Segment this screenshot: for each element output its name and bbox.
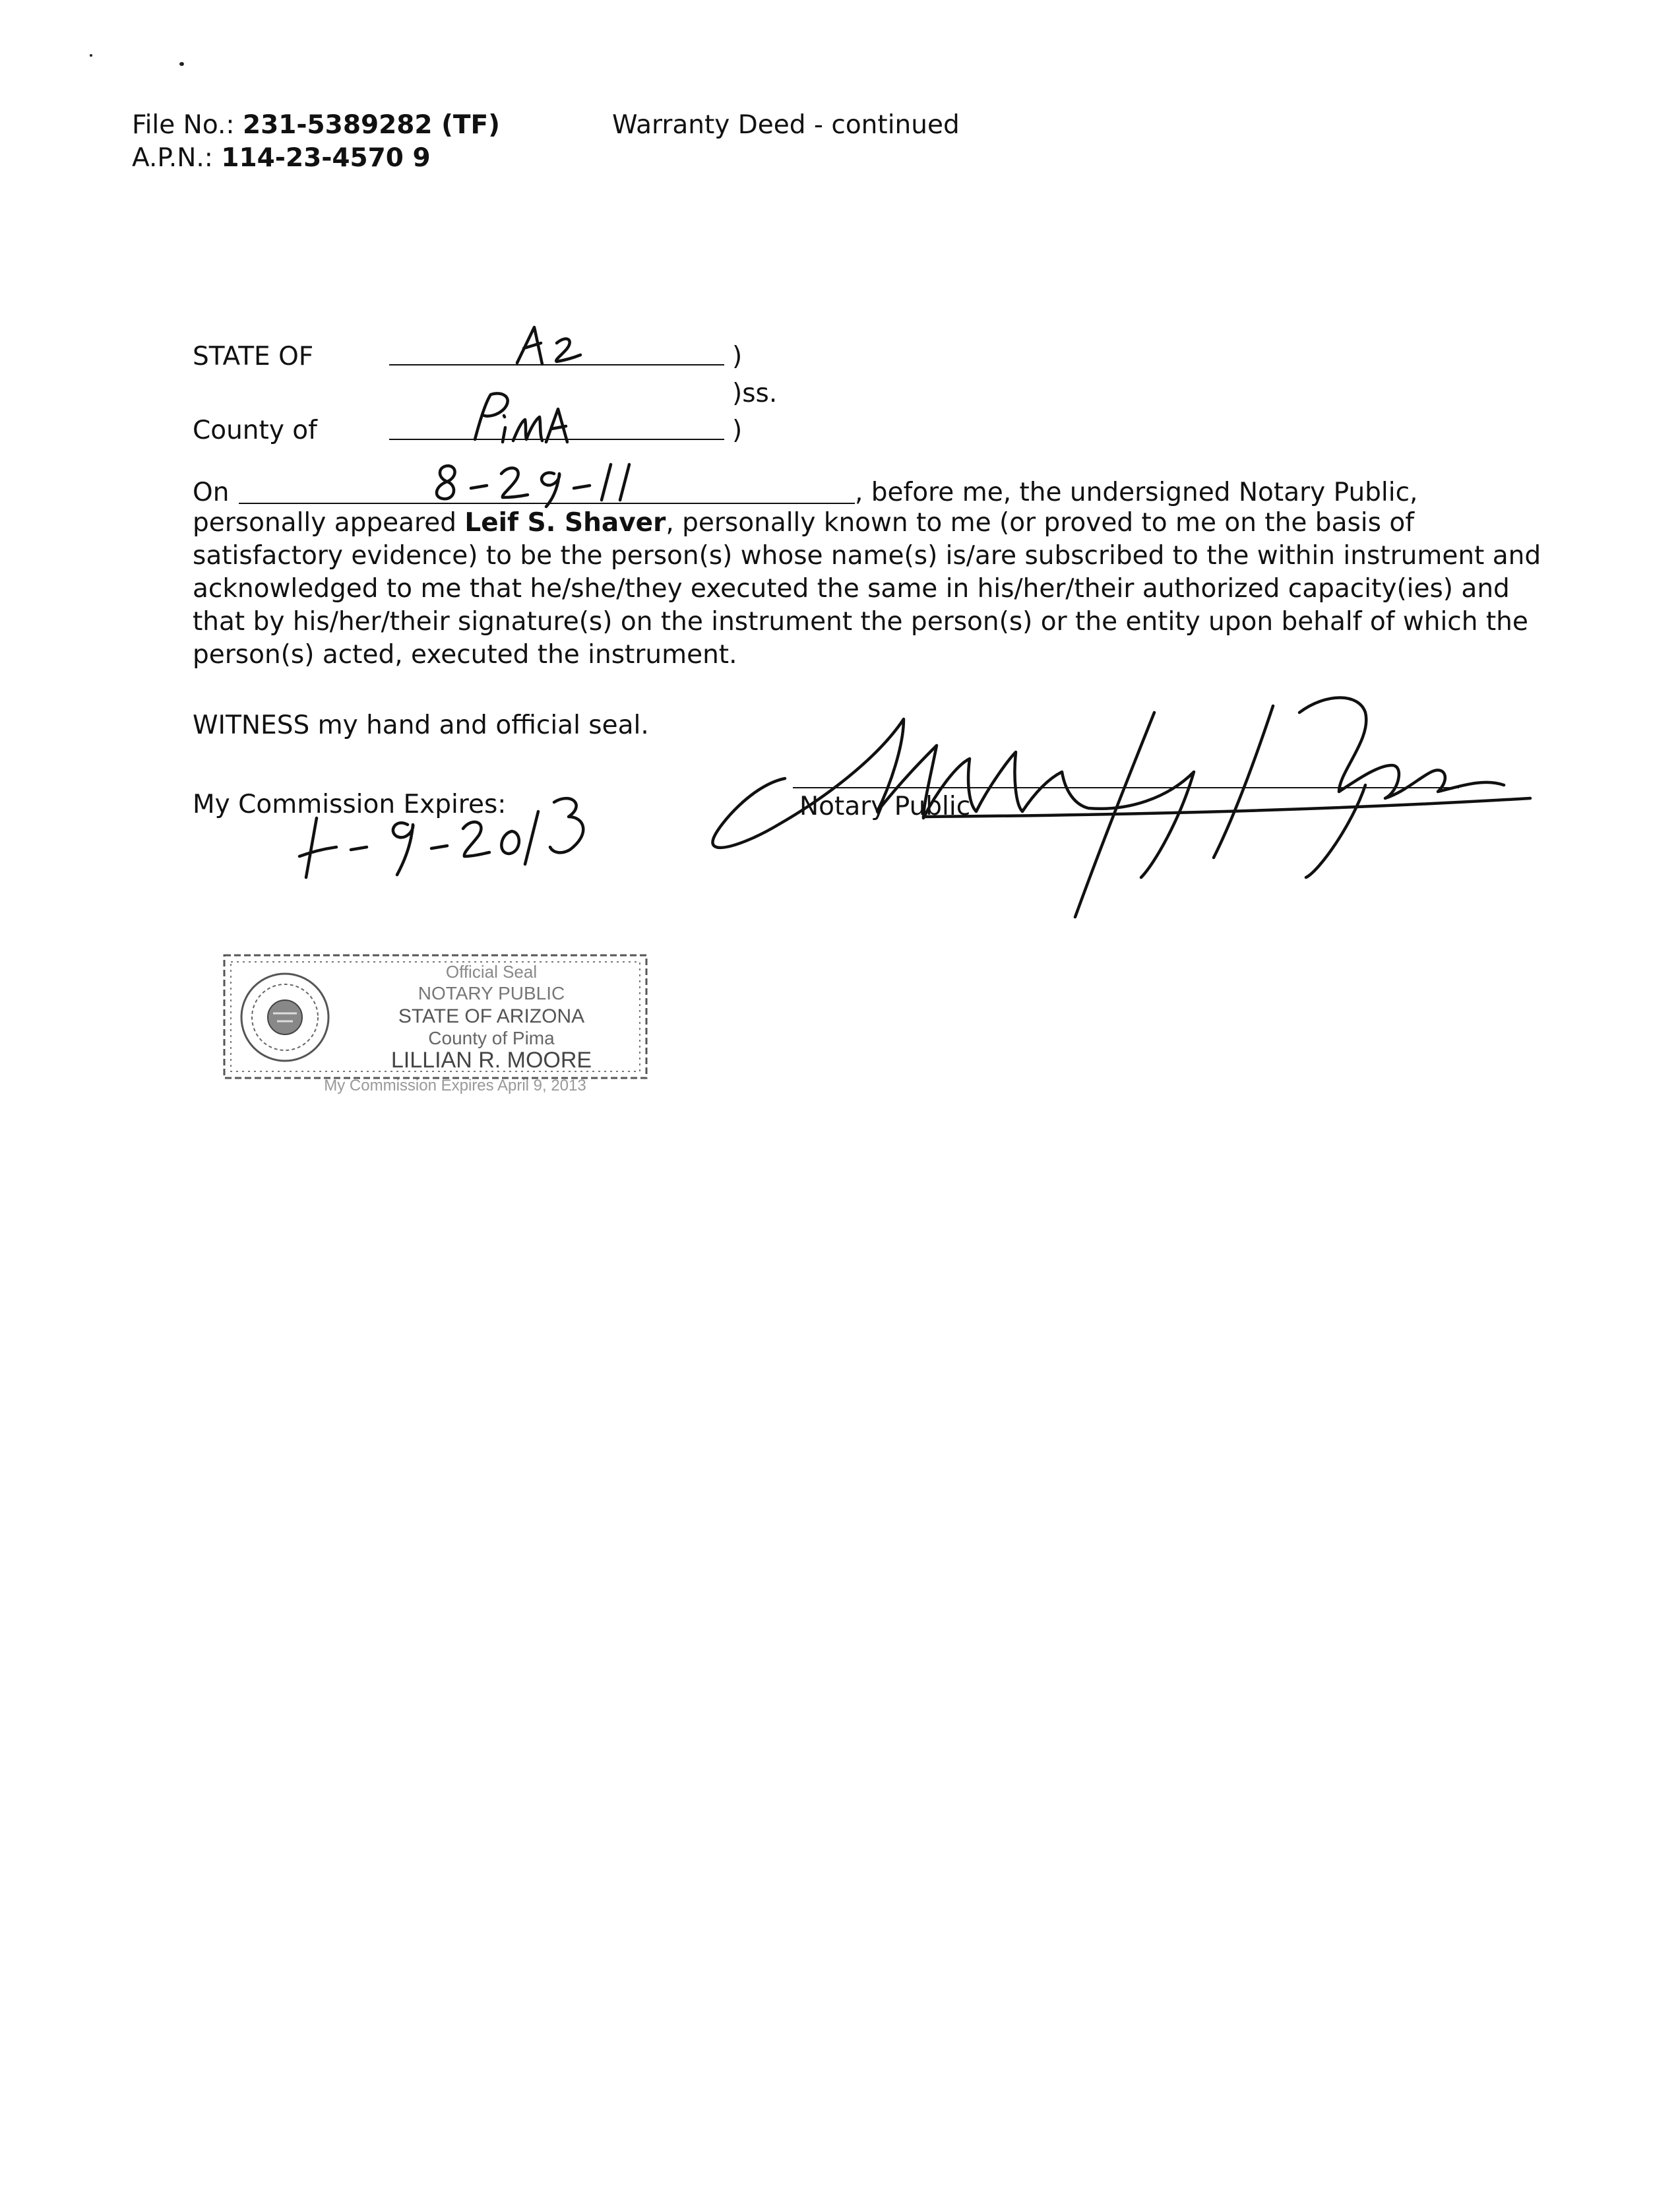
- apn-value: 114-23-4570 9: [221, 143, 431, 173]
- seal-line-6: My Commission Expires April 9, 2013: [324, 1077, 586, 1094]
- acknowledgment-line6: person(s) acted, executed the instrument.: [193, 640, 737, 670]
- seal-line-1: Official Seal: [445, 962, 538, 982]
- scan-speck: [90, 54, 92, 57]
- notary-public-label: Notary Public: [799, 792, 971, 821]
- seal-line-2: NOTARY PUBLIC: [418, 983, 565, 1003]
- county-label: County of: [193, 416, 317, 445]
- commission-label: My Commission Expires:: [193, 790, 507, 819]
- grantor-name: Leif S. Shaver: [464, 508, 666, 538]
- notary-seal: [218, 947, 653, 1099]
- county-paren: ): [732, 416, 743, 445]
- handwritten-county: [462, 388, 627, 447]
- acknowledgment-line1: , before me, the undersigned Notary Public,: [855, 478, 1418, 507]
- acknowledgment-line5: that by his/her/their signature(s) on the instrument the person(s) or the entity upon behalf of which the: [193, 607, 1528, 637]
- acknowledgment-line2-post: , personally known to me (or proved to me on the basis of: [666, 508, 1414, 538]
- handwritten-commission-date: [290, 778, 607, 884]
- file-number-value: 231-5389282 (TF): [242, 110, 500, 140]
- document-title: Warranty Deed - continued: [612, 110, 960, 140]
- acknowledgment-line4: acknowledged to me that he/she/they executed the same in his/her/their authorized capacity(ies) and: [193, 574, 1510, 604]
- notary-signature: [706, 680, 1537, 930]
- state-label: STATE OF: [193, 342, 314, 371]
- seal-line-5: LILLIAN R. MOORE: [390, 1048, 592, 1073]
- seal-line-3: STATE OF ARIZONA: [398, 1005, 585, 1027]
- acknowledgment-line2-pre: personally appeared: [193, 508, 465, 538]
- state-paren: ): [732, 342, 743, 371]
- scan-speck: [179, 62, 184, 66]
- on-label: On: [193, 478, 230, 507]
- apn-label: A.P.N.:: [132, 143, 222, 173]
- seal-line-4: County of Pima: [428, 1028, 555, 1048]
- acknowledgment-line3: satisfactory evidence) to be the person(s) whose name(s) is/are subscribed to the within instrument and: [193, 541, 1541, 571]
- apn-number: [132, 142, 431, 175]
- witness-line: WITNESS my hand and official seal.: [193, 711, 649, 740]
- ss-mark: )ss.: [732, 379, 778, 408]
- acknowledgment-body: [193, 474, 1541, 672]
- file-number: [132, 109, 500, 142]
- file-number-label: File No.:: [132, 110, 243, 140]
- handwritten-state: [508, 323, 613, 369]
